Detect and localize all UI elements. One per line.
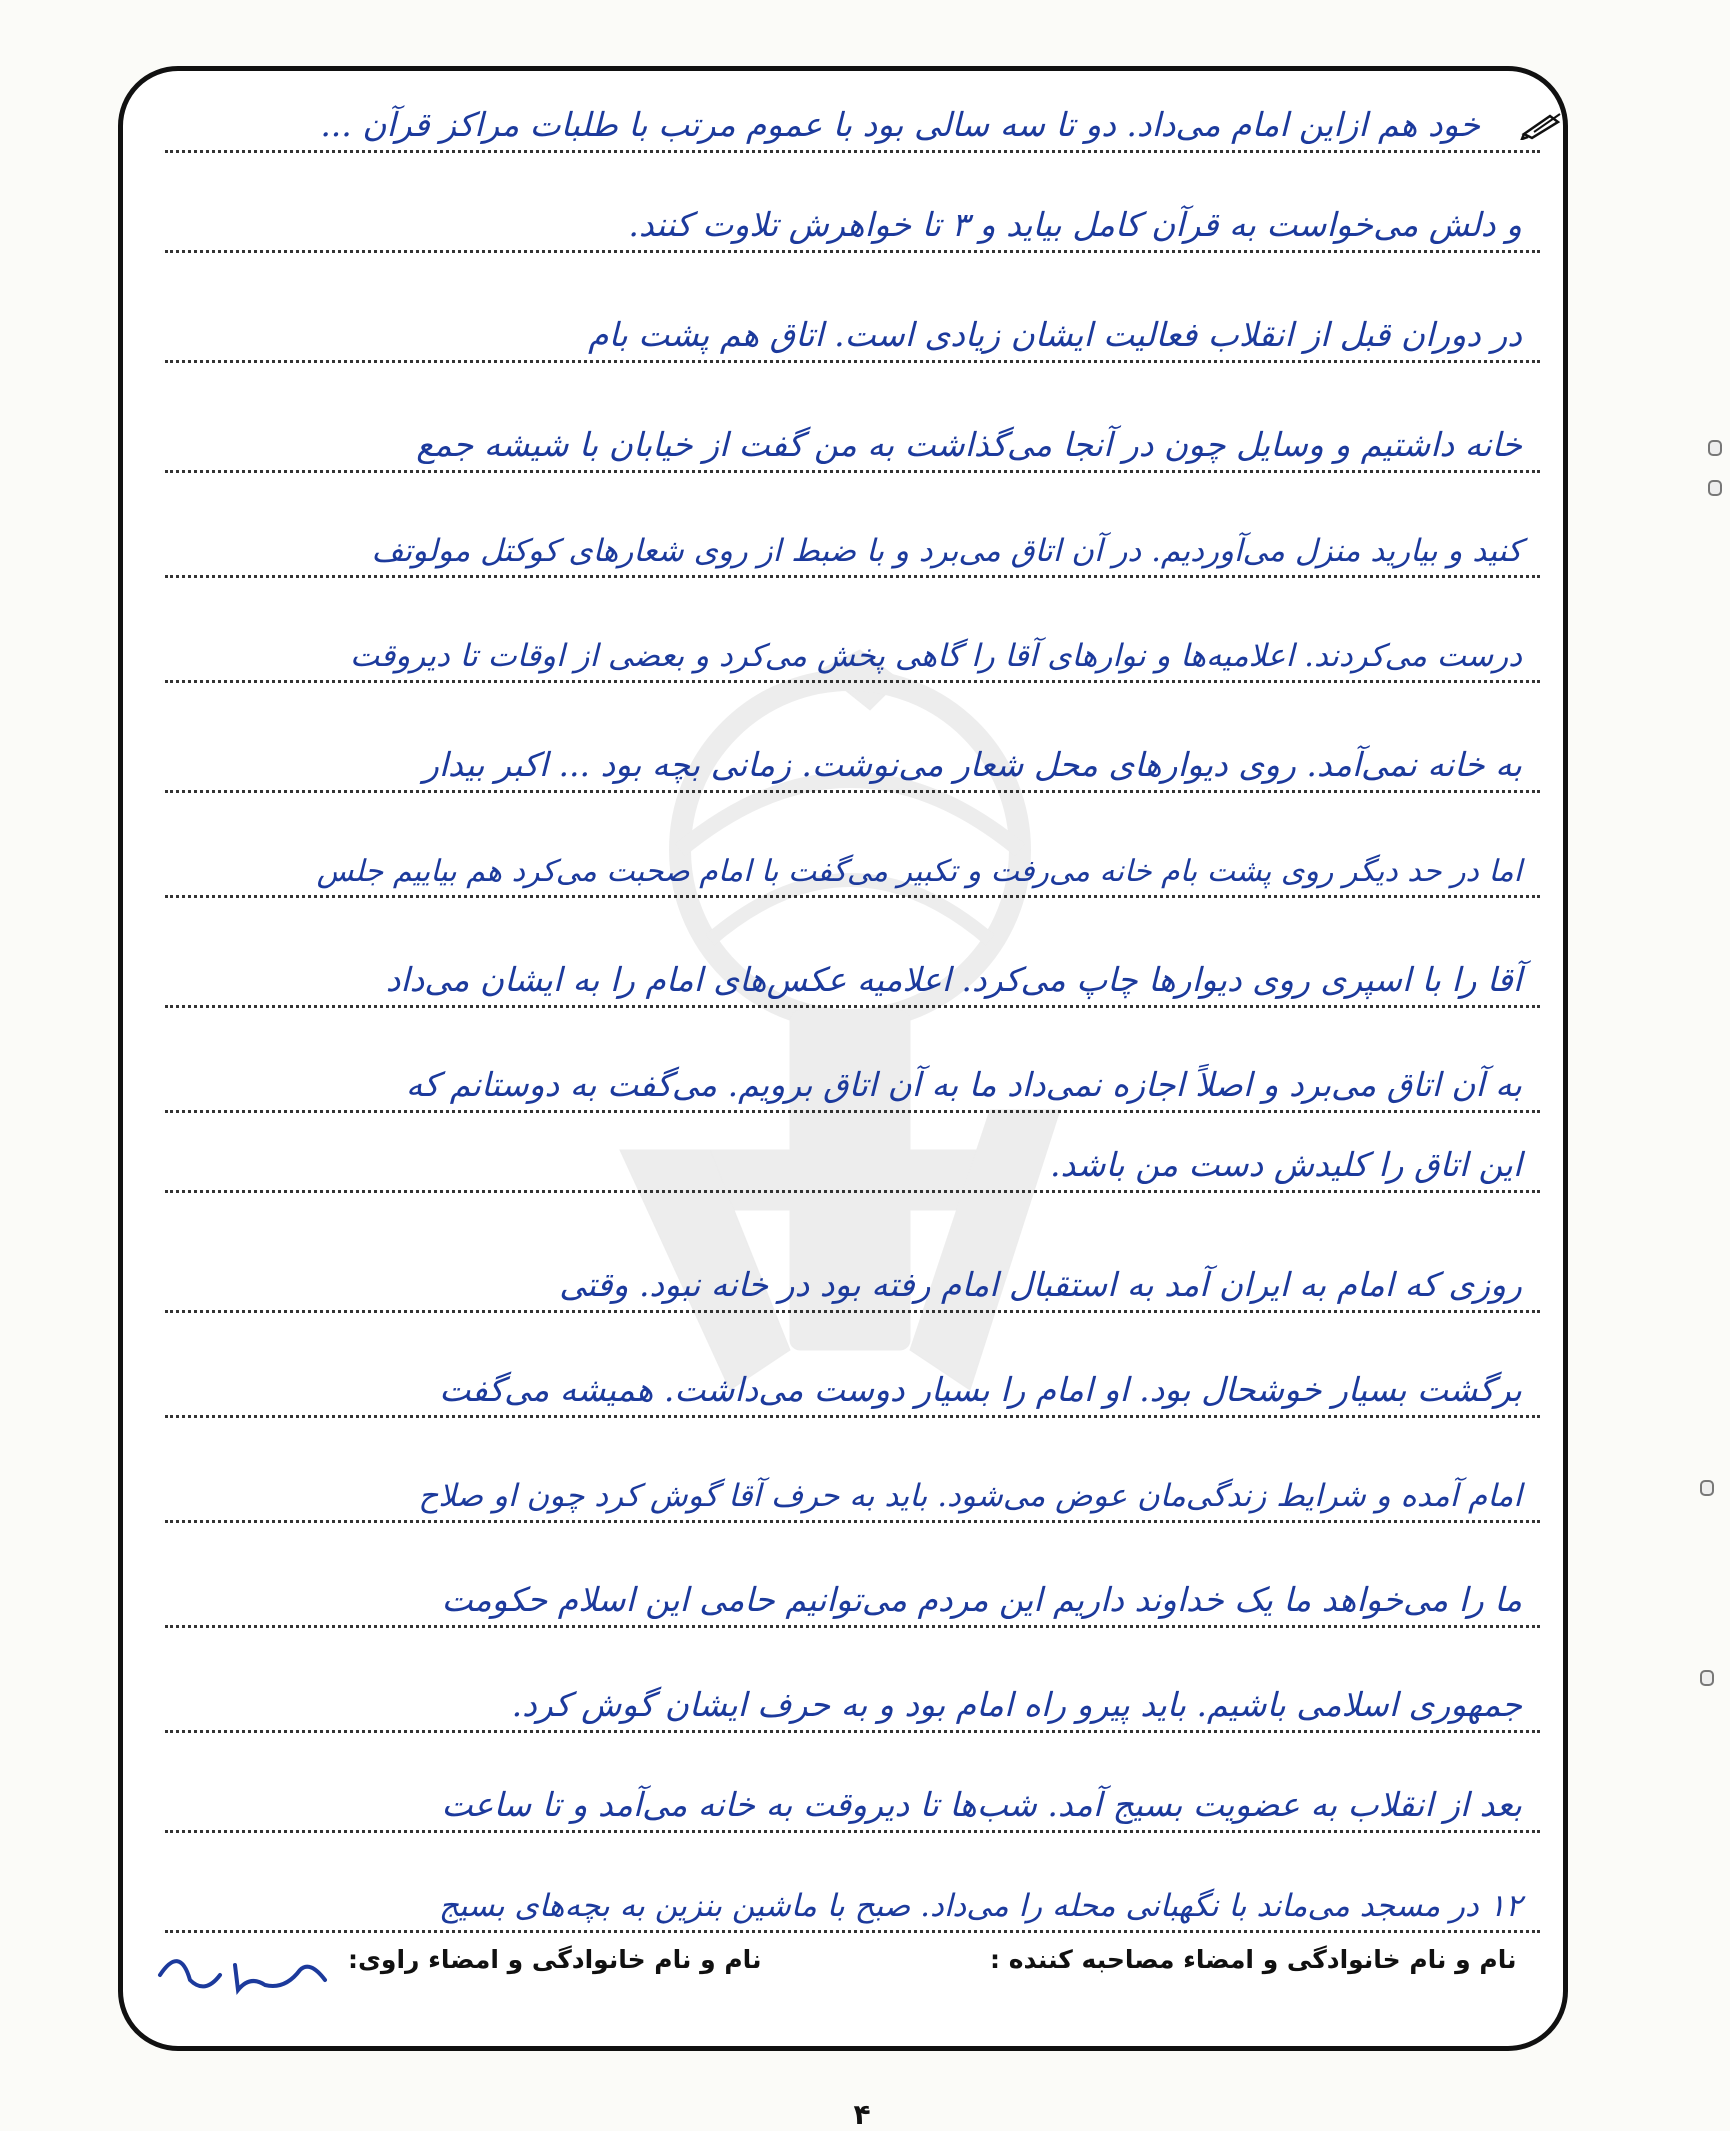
written-line xyxy=(165,1040,1540,1113)
handwritten-text: به آن اتاق می‌برد و اصلاً اجازه نمی‌داد ما به آن اتاق برویم. می‌گفت به دوستانم که xyxy=(405,1065,1522,1104)
handwritten-text: و دلش می‌خواست به قرآن کامل بیاید و ۳ تا خواهرش تلاوت کنند. xyxy=(628,205,1522,244)
written-line xyxy=(165,1555,1540,1628)
written-line xyxy=(165,1660,1540,1733)
handwritten-text: ما را می‌خواهد ما یک خداوند داریم این مردم می‌توانیم حامی این اسلام حکومت xyxy=(441,1580,1522,1619)
handwritten-text: این اتاق را کلیدش دست من باشد. xyxy=(1050,1145,1522,1184)
binder-hole-mark xyxy=(1708,480,1722,496)
binder-hole-mark xyxy=(1708,440,1722,456)
written-line xyxy=(165,1860,1540,1933)
written-line xyxy=(165,935,1540,1008)
page-number: ۴ xyxy=(853,2098,871,2131)
handwritten-text: به خانه نمی‌آمد. روی دیوارهای محل شعار می‌نوشت. زمانی بچه بود ... اکبر بیدار xyxy=(422,745,1522,784)
written-line xyxy=(165,1450,1540,1523)
binder-hole-mark xyxy=(1700,1480,1714,1496)
handwritten-text: خانه داشتیم و وسایل چون در آنجا می‌گذاشت به من گفت از خیابان با شیشه جمع xyxy=(416,425,1522,464)
handwritten-text: ۱۲ در مسجد می‌ماند با نگهبانی محله را می‌داد. صبح با ماشین بنزین به بچه‌های بسیج xyxy=(438,1888,1522,1924)
handwritten-signature-icon xyxy=(150,1935,340,2005)
written-line xyxy=(165,180,1540,253)
handwritten-text: بعد از انقلاب به عضویت بسیج آمد. شب‌ها تا دیروقت به خانه می‌آمد و تا ساعت xyxy=(441,1785,1522,1824)
written-line xyxy=(165,290,1540,363)
written-line xyxy=(165,1120,1540,1193)
handwritten-text: خود هم ازاین امام می‌داد. دو تا سه سالی بود با عموم مرتب با طلبات مراکز قرآن ... xyxy=(320,105,1480,144)
handwritten-text: روزی که امام به ایران آمد به استقبال امام رفته بود در خانه نبود. وقتی xyxy=(559,1265,1522,1304)
written-line xyxy=(165,400,1540,473)
handwritten-text: امام آمده و شرایط زندگی‌مان عوض می‌شود. باید به حرف آقا گوش کرد چون او صلاح xyxy=(418,1478,1522,1514)
written-line xyxy=(165,1345,1540,1418)
handwritten-text: در دوران قبل از انقلاب فعالیت ایشان زیادی است. اتاق هم پشت بام xyxy=(588,315,1522,354)
handwritten-text: آقا را با اسپری روی دیوارها چاپ می‌کرد. اعلامیه عکس‌های امام را به ایشان می‌داد xyxy=(385,960,1522,999)
handwritten-text: اما در حد دیگر روی پشت بام خانه می‌رفت و تکبیر می‌گفت با امام صحبت می‌کرد هم بیاییم جلس xyxy=(316,854,1522,889)
written-line xyxy=(165,610,1540,683)
written-line xyxy=(165,1760,1540,1833)
written-line xyxy=(165,80,1540,153)
narrator-signature-label: نام و نام خانوادگی و امضاء راوی: xyxy=(348,1945,762,1974)
handwritten-text: درست می‌کردند. اعلامیه‌ها و نوارهای آقا را گاهی پخش می‌کرد و بعضی از اوقات تا دیروقت xyxy=(350,638,1522,674)
written-line xyxy=(165,505,1540,578)
handwritten-text: برگشت بسیار خوشحال بود. او امام را بسیار دوست می‌داشت. همیشه می‌گفت xyxy=(439,1370,1522,1409)
interviewer-signature-label: نام و نام خانوادگی و امضاء مصاحبه کننده : xyxy=(990,1945,1517,1974)
written-line xyxy=(165,720,1540,793)
handwritten-text: جمهوری اسلامی باشیم. باید پیرو راه امام بود و به حرف ایشان گوش کرد. xyxy=(511,1685,1522,1724)
handwritten-text: کنید و بیارید منزل می‌آوردیم. در آن اتاق می‌برد و با ضبط از روی شعارهای کوکتل مولوتف xyxy=(371,533,1522,569)
binder-hole-mark xyxy=(1700,1670,1714,1686)
written-line xyxy=(165,825,1540,898)
written-line xyxy=(165,1240,1540,1313)
